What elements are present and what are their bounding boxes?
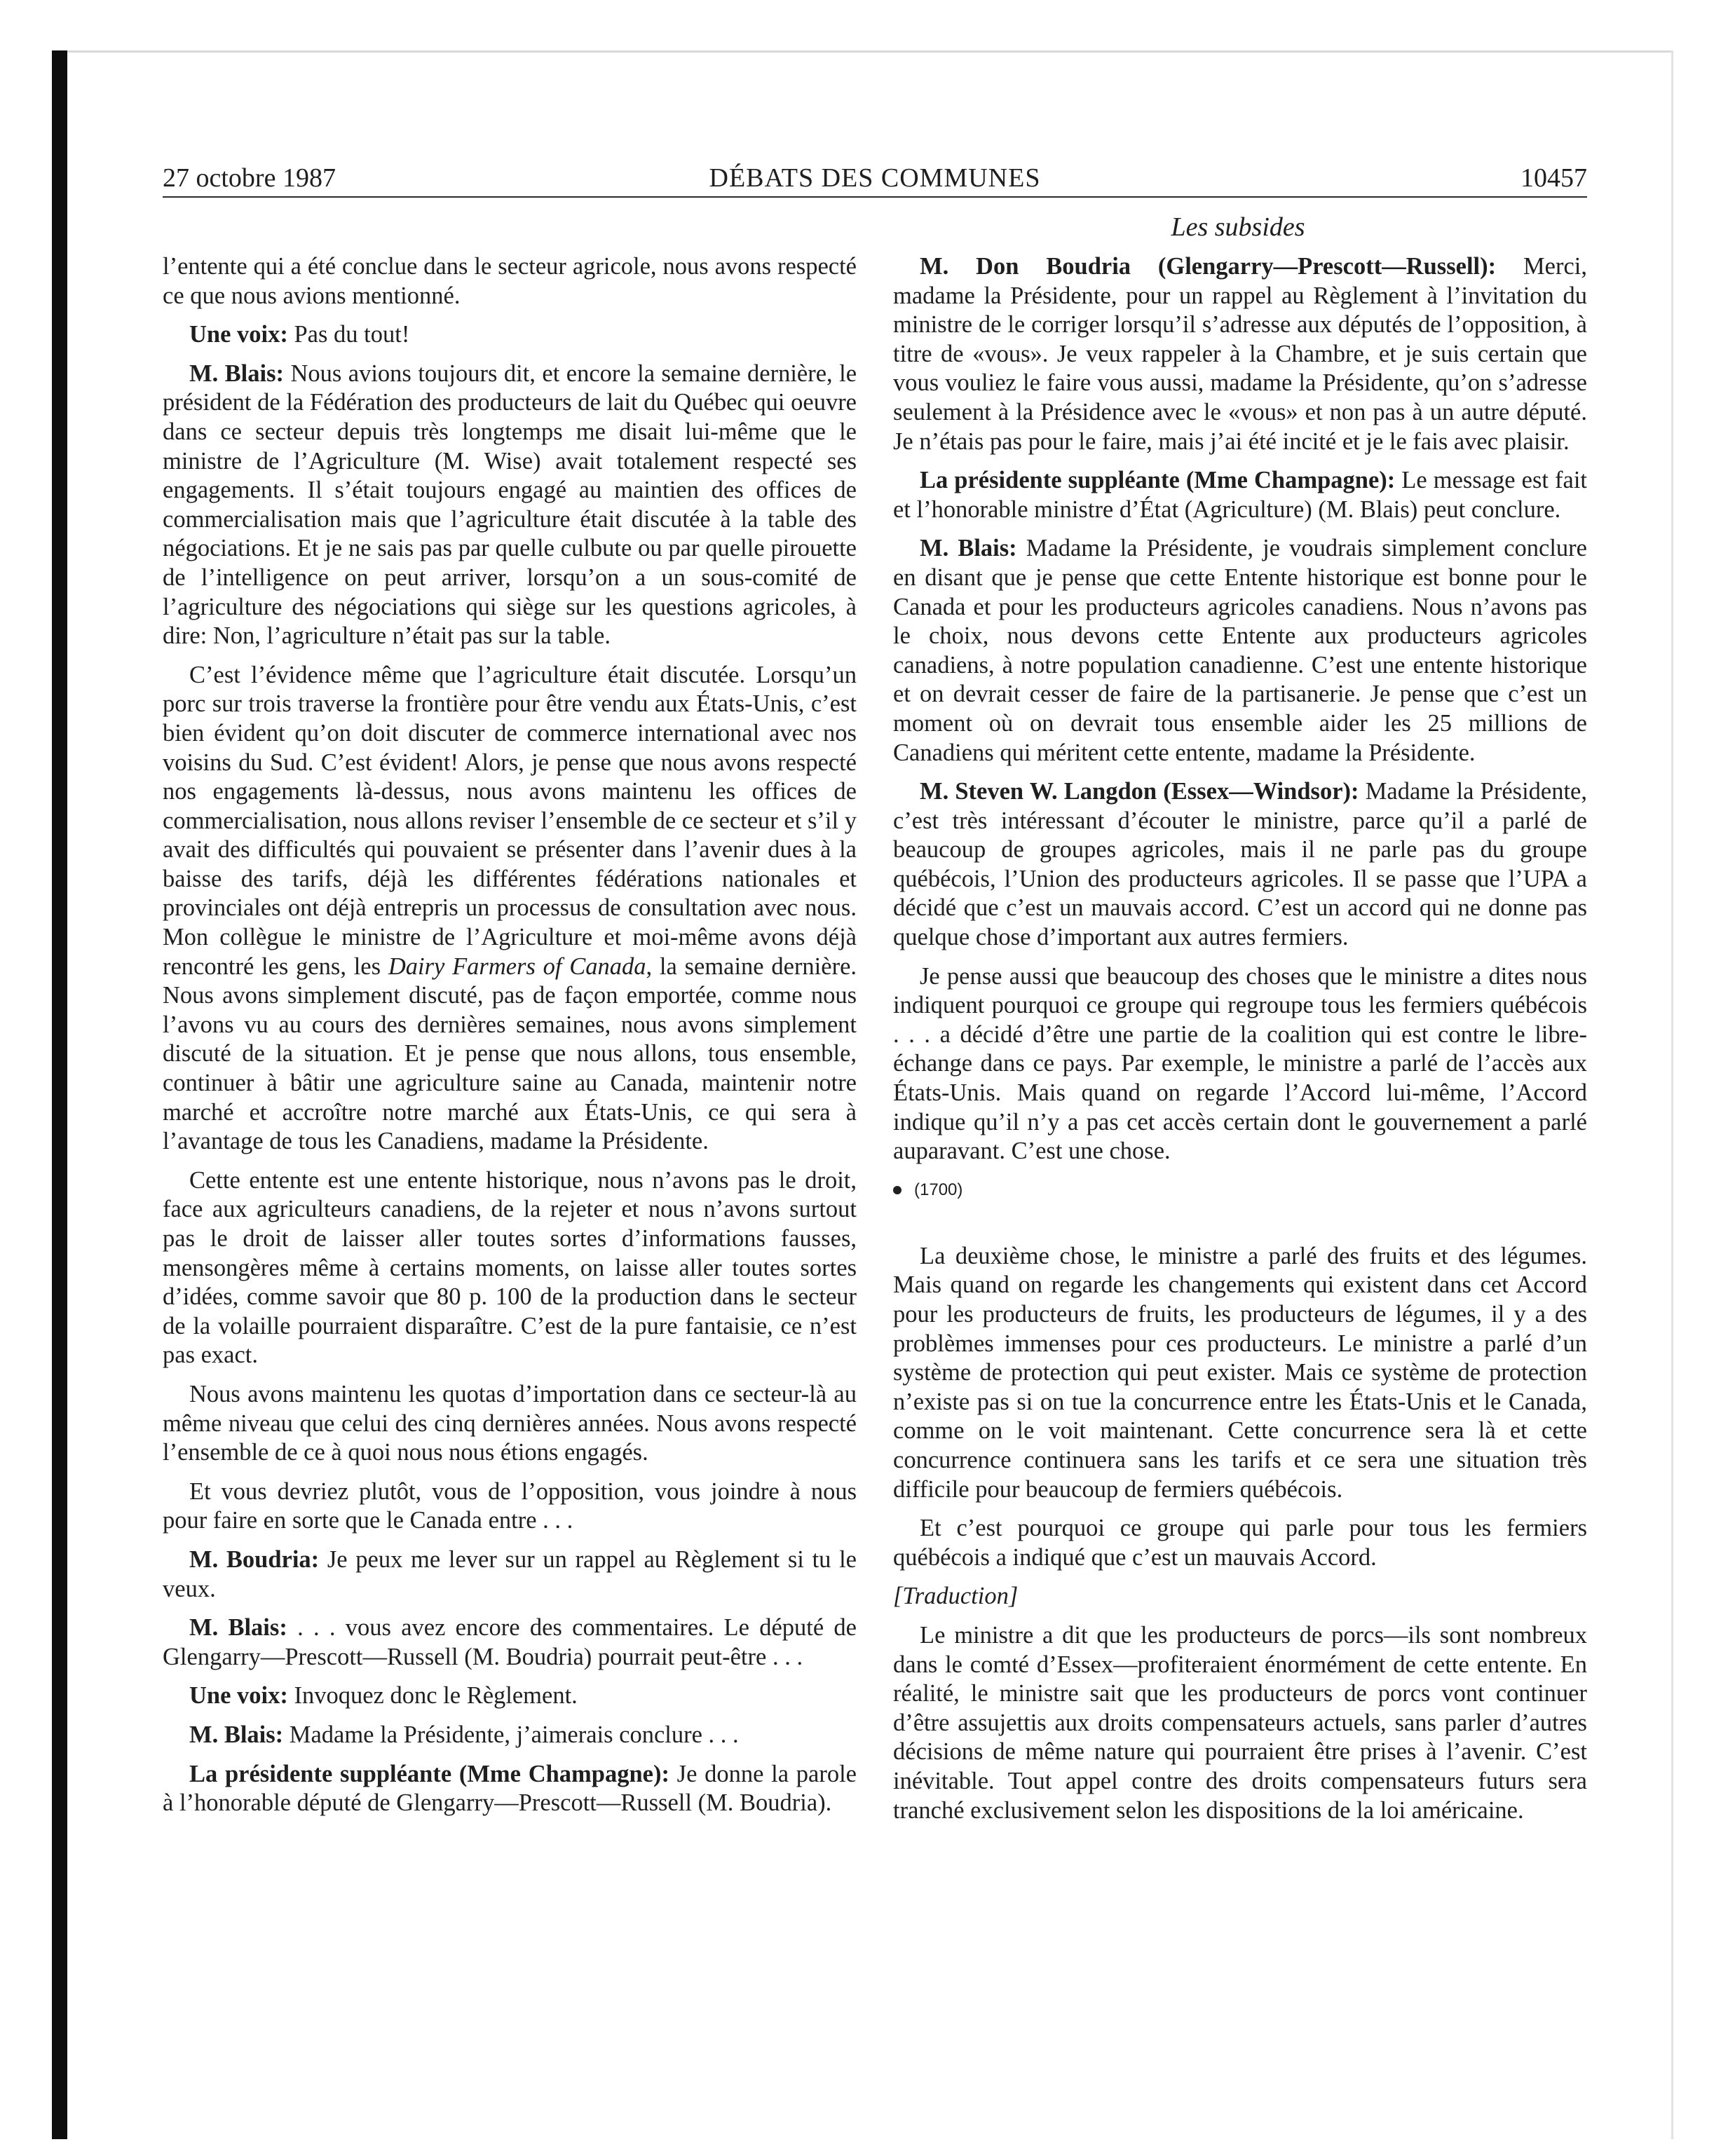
- header-page-number: 10457: [1520, 163, 1587, 193]
- paragraph: Une voix: Pas du tout!: [189, 321, 410, 348]
- speaker-name: M. Don Boudria (Glengarry—Prescott—Russell):: [920, 253, 1497, 280]
- paragraph: Le ministre a dit que les producteurs de porcs—ils sont nombreux dans le comté d’Essex—profiteraient énormément de cette entente. En réalité, le ministre sait que les producteurs de porcs vont continuer d’être assujettis aux droits compensateurs actuels, sans parler d’autres décisions de même nature qui pourraient être prises à l’avenir. C’est inévitable. Tout appel contre des droits compensateurs futurs sera tranché exclusivement selon les dispositions de la loi américaine.: [893, 1621, 1587, 1824]
- header-publication: DÉBATS DES COMMUNES: [709, 163, 1041, 193]
- speaker-name: Une voix:: [189, 321, 288, 348]
- speaker-name: M. Blais:: [189, 360, 285, 387]
- bullet-icon: [893, 1186, 901, 1194]
- paragraph: C’est l’évidence même que l’agriculture était discutée. Lorsqu’un porc sur trois traverse la frontière pour être vendu aux États-Unis, c’est bien évident qu’on doit discuter de commerce international avec nos voisins du Sud. C’est évident! Alors, je pense que nous avons respecté nos engagements là-dessus, nous avons maintenu les offices de commercialisation, nous allons reviser l’ensemble de ce secteur et s’il y avait des difficultés qui pouvaient se présenter dans l’avenir dues à la baisse des tarifs, déjà les différentes fédérations nationales et provinciales ont déjà entrepris un processus de consultation avec nous. Mon collègue le ministre de l’Agriculture et moi-même avons déjà rencontré les gens, les Dairy Farmers of Canada, la semaine dernière. Nous avons simplement discuté, pas de façon emportée, comme nous l’avons vu au cours des dernières semaines, nous avons simplement discuté de la situation. Et je pense que nous allons, tous ensemble, continuer à bâtir une agriculture saine au Canada, maintenir notre marché et accroître notre marché aux États-Unis, ce qui sera à l’avantage de tous les Canadiens, madame la Présidente.: [163, 661, 857, 1155]
- paragraph: M. Boudria: Je peux me lever sur un rappel au Règlement si tu le veux.: [163, 1546, 857, 1602]
- speaker-name: M. Steven W. Langdon (Essex—Windsor):: [920, 778, 1359, 805]
- speaker-name: M. Boudria:: [189, 1546, 320, 1573]
- paragraph: M. Blais: Madame la Présidente, j’aimerais conclure . . .: [189, 1721, 739, 1748]
- spacer: [893, 1214, 1587, 1242]
- speaker-name: La présidente suppléante (Mme Champagne):: [920, 467, 1396, 494]
- speaker-name: M. Blais:: [920, 535, 1017, 562]
- paragraph: La présidente suppléante (Mme Champagne): Le message est fait et l’honorable ministre d’État (Agriculture) (M. Blais) peut conclure.: [893, 467, 1587, 523]
- scan-binding-edge: [52, 50, 67, 2139]
- paragraph: l’entente qui a été conclue dans le secteur agricole, nous avons respecté ce que nous avions mentionné.: [163, 253, 857, 309]
- speaker-name: M. Blais:: [189, 1614, 287, 1642]
- paragraph: Je pense aussi que beaucoup des choses que le ministre a dites nous indiquent pourquoi ce groupe qui regroupe tous les fermiers québécois . . . a décidé d’être une partie de la coalition qui est contre le libre-échange dans ce pays. Par exemple, le ministre a parlé de l’accès aux États-Unis. Mais quand on regarde l’Accord lui-même, l’Accord indique qu’il n’y a pas cet accès certain dont le gouvernement a parlé auparavant. C’est une chose.: [893, 962, 1587, 1165]
- paragraph: Cette entente est une entente historique, nous n’avons pas le droit, face aux agriculteurs canadiens, de la rejeter et nous n’avons surtout pas le droit de laisser aller toutes sortes d’informations fausses, mensongères même à certains moments, on laisse aller toutes sortes d’idées, comme savoir que 80 p. 100 de la production dans le secteur de la volaille pourraient disparaître. C’est de la pure fantaisie, ce n’est pas exact.: [163, 1166, 857, 1369]
- right-column: [893, 252, 1587, 1835]
- paragraph: La présidente suppléante (Mme Champagne): Je donne la parole à l’honorable député de Glengarry—Prescott—Russell (M. Boudria).: [163, 1760, 857, 1817]
- running-head: Les subsides: [1171, 212, 1305, 242]
- left-column: [163, 252, 857, 1828]
- translation-label: [Traduction]: [893, 1583, 1019, 1610]
- header-date: 27 octobre 1987: [163, 163, 336, 193]
- speaker-name: M. Blais:: [189, 1721, 284, 1748]
- paragraph: Et c’est pourquoi ce groupe qui parle pour tous les fermiers québécois a indiqué que c’est un mauvais Accord.: [893, 1515, 1587, 1571]
- italic-term: Dairy Farmers of Canada: [388, 953, 646, 980]
- speaker-name: La présidente suppléante (Mme Champagne):: [189, 1760, 669, 1787]
- paragraph: Une voix: Invoquez donc le Règlement.: [189, 1682, 578, 1710]
- speaker-name: Une voix:: [189, 1682, 288, 1710]
- paragraph: M. Steven W. Langdon (Essex—Windsor): Madame la Présidente, c’est très intéressant d’écouter le ministre, parce qu’il a parlé de beaucoup de groupes agricoles, mais il ne parle pas du groupe québécois, l’Union des producteurs agricoles. Il se passe que l’UPA a décidé que c’est un mauvais accord. C’est un accord qui ne donne pas quelque chose d’important aux autres fermiers.: [893, 778, 1588, 951]
- paragraph: Et vous devriez plutôt, vous de l’opposition, vous joindre à nous pour faire en sorte que le Canada entre . . .: [163, 1478, 857, 1534]
- page-header: [163, 157, 1587, 196]
- paragraph: M. Blais: Nous avions toujours dit, et encore la semaine dernière, le président de la Fédération des producteurs de lait du Québec qui oeuvre dans ce secteur depuis très longtemps me disait lui-même que le ministre de l’Agriculture (M. Wise) avait totalement respecté ses engagements. Il s’était toujours engagé au maintien des offices de commercialisation mais que l’agriculture était discutée à la table des négociations. Et je ne sais pas par quelle culbute ou par quelle pirouette de l’intelligence on peut arriver, lorsqu’on a un sous-comité de l’agriculture des négociations qui siège sur les questions agricoles, à dire: Non, l’agriculture n’était pas sur la table.: [163, 360, 857, 650]
- paragraph: La deuxième chose, le ministre a parlé des fruits et des légumes. Mais quand on regarde les changements qui existent dans cet Accord pour les producteurs de fruits, les producteurs de légumes, il y a des problèmes immenses pour ces producteurs. Le ministre a parlé d’un système de protection qui peut exister. Mais ce système de protection n’existe pas si on tue la concurrence entre les États-Unis et le Canada, comme on le voit maintenant. Cette concurrence sera là et cette concurrence continuera sans les tarifs et ce sera une situation très difficile pour beaucoup de fermiers québécois.: [893, 1242, 1587, 1503]
- time-marker: (1700): [893, 1176, 1587, 1204]
- header-rule: [163, 196, 1587, 198]
- paragraph: M. Blais: . . . vous avez encore des commentaires. Le député de Glengarry—Prescott—Russell (M. Boudria) pourrait peut-être . . .: [163, 1614, 857, 1670]
- scan-right-edge: [1671, 50, 1673, 2139]
- paragraph: M. Don Boudria (Glengarry—Prescott—Russell): Merci, madame la Présidente, pour un rappel au Règlement à l’invitation du ministre de le corriger lorsqu’il s’adresse aux députés de l’opposition, à titre de «vous». Je veux rappeler à la Chambre, et je suis certain que vous vouliez le faire vous aussi, madame la Présidente, qu’on s’adresse seulement à la Présidence avec le «vous» et non pas à un autre député. Je n’étais pas pour le faire, mais j’ai été incité et je le fais avec plaisir.: [893, 253, 1587, 455]
- paragraph: Nous avons maintenu les quotas d’importation dans ce secteur-là au même niveau que celui des cinq dernières années. Nous avons respecté l’ensemble de ce à quoi nous nous étions engagés.: [163, 1380, 857, 1466]
- paragraph: M. Blais: Madame la Présidente, je voudrais simplement conclure en disant que je pense que cette Entente historique est bonne pour le Canada et pour les producteurs agricoles canadiens. Nous n’avons pas le choix, nous devons cette Entente aux producteurs agricoles canadiens, à notre population canadienne. C’est une entente historique et on devrait cesser de faire de la partisanerie. Je pense que c’est un moment où on devrait tous ensemble aider les 25 millions de Canadiens qui méritent cette entente, madame la Présidente.: [893, 535, 1587, 766]
- scan-top-edge: [67, 50, 1673, 53]
